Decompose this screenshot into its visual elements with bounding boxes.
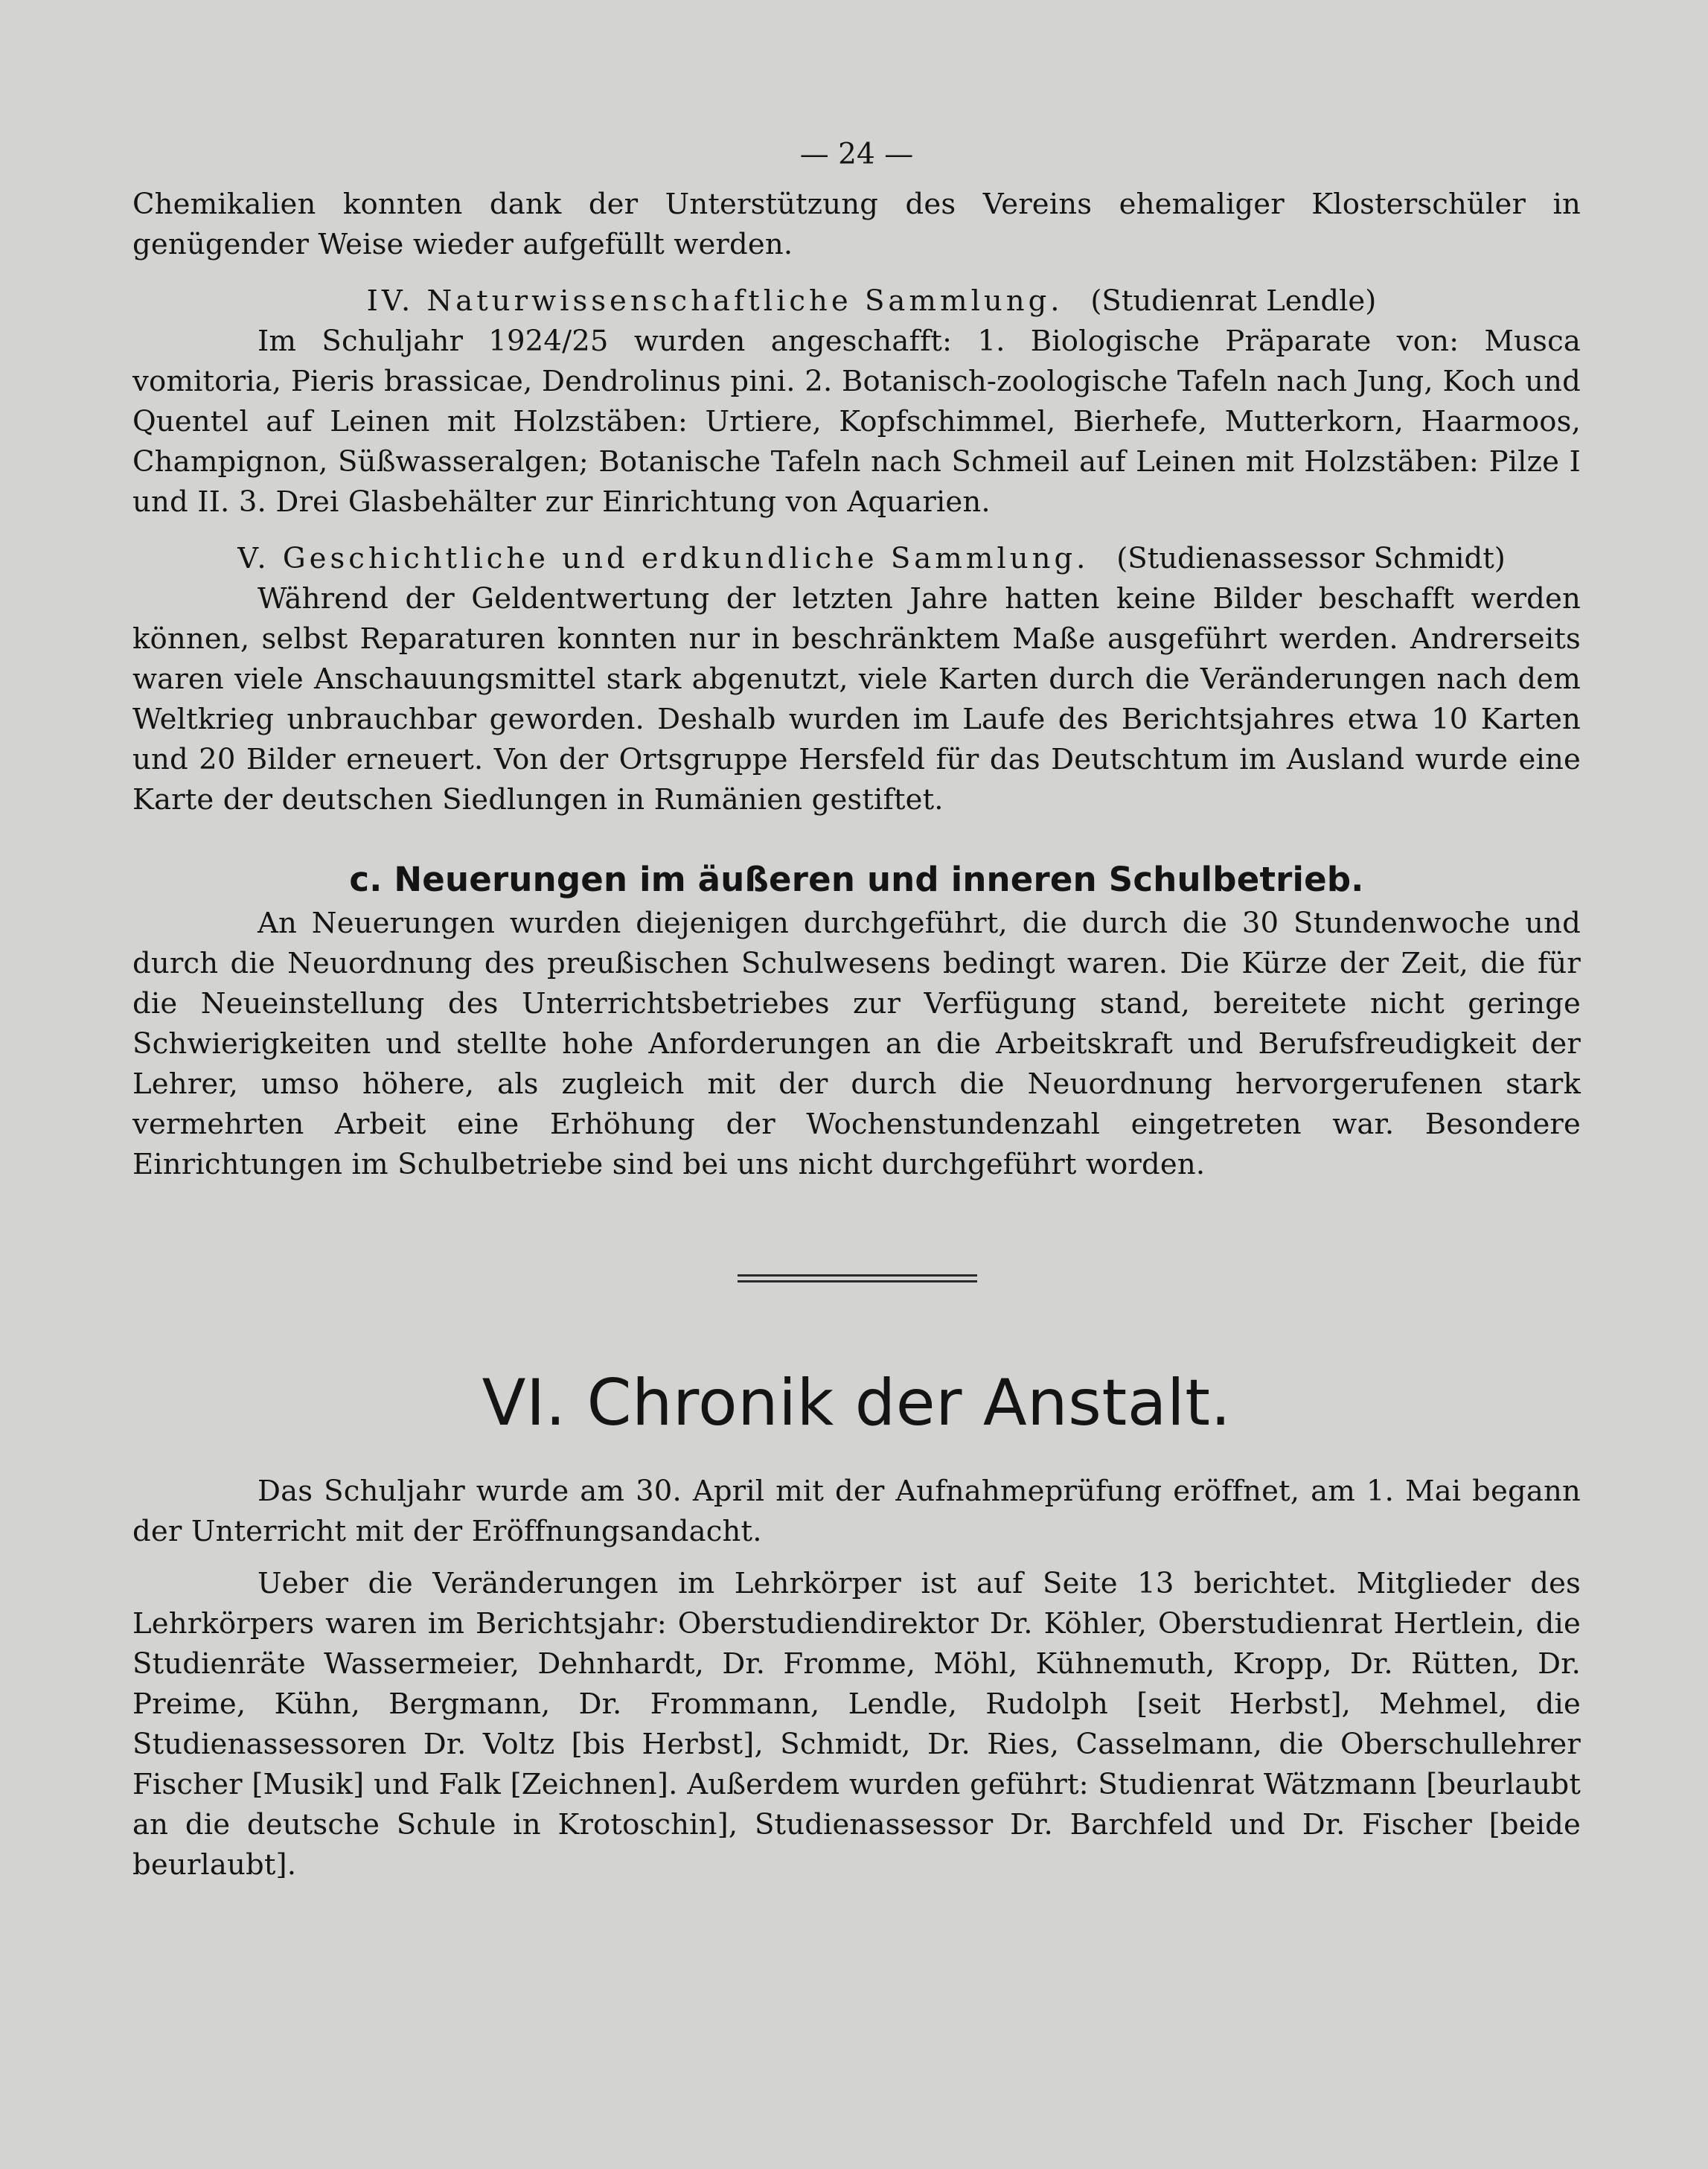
double-rule-divider (736, 1274, 977, 1282)
section-v-person: (Studienassessor Schmidt) (1116, 542, 1506, 575)
page-content (132, 132, 1581, 1885)
section-iv-heading (132, 281, 1581, 322)
chapter-paragraph-1: Das Schuljahr wurde am 30. April mit der Aufnahmeprüfung eröffnet, am 1. Mai begann der Unterricht mit der Eröffnungsandacht. (132, 1475, 1581, 1548)
chapter-title: VI. Chronik der Anstalt. (482, 1366, 1232, 1440)
section-c-heading: c. Neuerungen im äußeren und inneren Schulbetrieb. (349, 860, 1364, 899)
section-v-body: Während der Geldentwertung der letzten Jahre hatten keine Bilder beschafft werden können, selbst Reparaturen konnten nur in beschränktem Maße ausgeführt werden. Andrerseits waren viele Anschauungsmittel stark abgenutzt, viele Karten durch die Veränderungen nach dem Weltkrieg unbrauchbar geworden. Deshalb wurden im Laufe des Berichtsjahres etwa 10 Karten und 20 Bilder erneuert. Von der Ortsgruppe Hersfeld für das Deutschtum im Ausland wurde eine Karte der deutschen Siedlungen in Rumänien gestiftet. (132, 582, 1581, 817)
section-v-title: V. Geschichtliche und erdkundliche Sammlung. (237, 542, 1090, 575)
section-iv-title: IV. Naturwissenschaftliche Sammlung. (366, 284, 1063, 318)
section-iv-person: (Studienrat Lendle) (1090, 284, 1377, 318)
section-c-body: An Neuerungen wurden diejenigen durchgeführt, die durch die 30 Stundenwoche und durch die Neuordnung des preußischen Schulwesens bedingt waren. Die Kürze der Zeit, die für die Neueinstellung des Unterrichtsbetriebes zur Verfügung stand, bereitete nicht geringe Schwierigkeiten und stellte hohe Anforderungen an die Arbeitskraft und Berufsfreudigkeit der Lehrer, umso höhere, als zugleich mit der durch die Neuordnung hervorgerufenen stark vermehrten Arbeit eine Erhöhung der Wochenstundenzahl eingetreten war. Besondere Einrichtungen im Schulbetriebe sind bei uns nicht durchgeführt worden. (132, 907, 1581, 1181)
page-number: — 24 — (799, 138, 914, 171)
chapter-paragraph-2: Ueber die Veränderungen im Lehrkörper ist auf Seite 13 berichtet. Mitglieder des Lehrkörpers waren im Berichtsjahr: Oberstudiendirektor Dr. Köhler, Oberstudienrat Hertlein, die Studienräte Wassermeier, Dehnhardt, Dr. Fromme, Möhl, Kühnemuth, Kropp, Dr. Rütten, Dr. Preime, Kühn, Bergmann, Dr. Frommann, Lendle, Rudolph [seit Herbst], Mehmel, die Studienassessoren Dr. Voltz [bis Herbst], Schmidt, Dr. Ries, Casselmann, die Oberschullehrer Fischer [Musik] und Falk [Zeichnen]. Außerdem wurden geführt: Studienrat Wätzmann [beurlaubt an die deutsche Schule in Krotoschin], Studienassessor Dr. Barchfeld und Dr. Fischer [beide beurlaubt]. (132, 1567, 1581, 1882)
section-v-heading (132, 539, 1581, 579)
section-iv-body: Im Schuljahr 1924/25 wurden angeschafft: 1. Biologische Präparate von: Musca vomitoria, Pieris brassicae, Dendrolinus pini. 2. Botanisch-zoologische Tafeln nach Jung, Koch und Quentel auf Leinen mit Holzstäben: Urtiere, Kopfschimmel, Bierhefe, Mutterkorn, Haarmoos, Champignon, Süßwasseralgen; Botanische Tafeln nach Schmeil auf Leinen mit Holzstäben: Pilze I und II. 3. Drei Glasbehälter zur Einrichtung von Aquarien. (132, 325, 1581, 519)
intro-paragraph: Chemikalien konnten dank der Unterstützung des Vereins ehemaliger Klosterschüler in genügender Weise wieder aufgefüllt werden. (132, 188, 1581, 261)
